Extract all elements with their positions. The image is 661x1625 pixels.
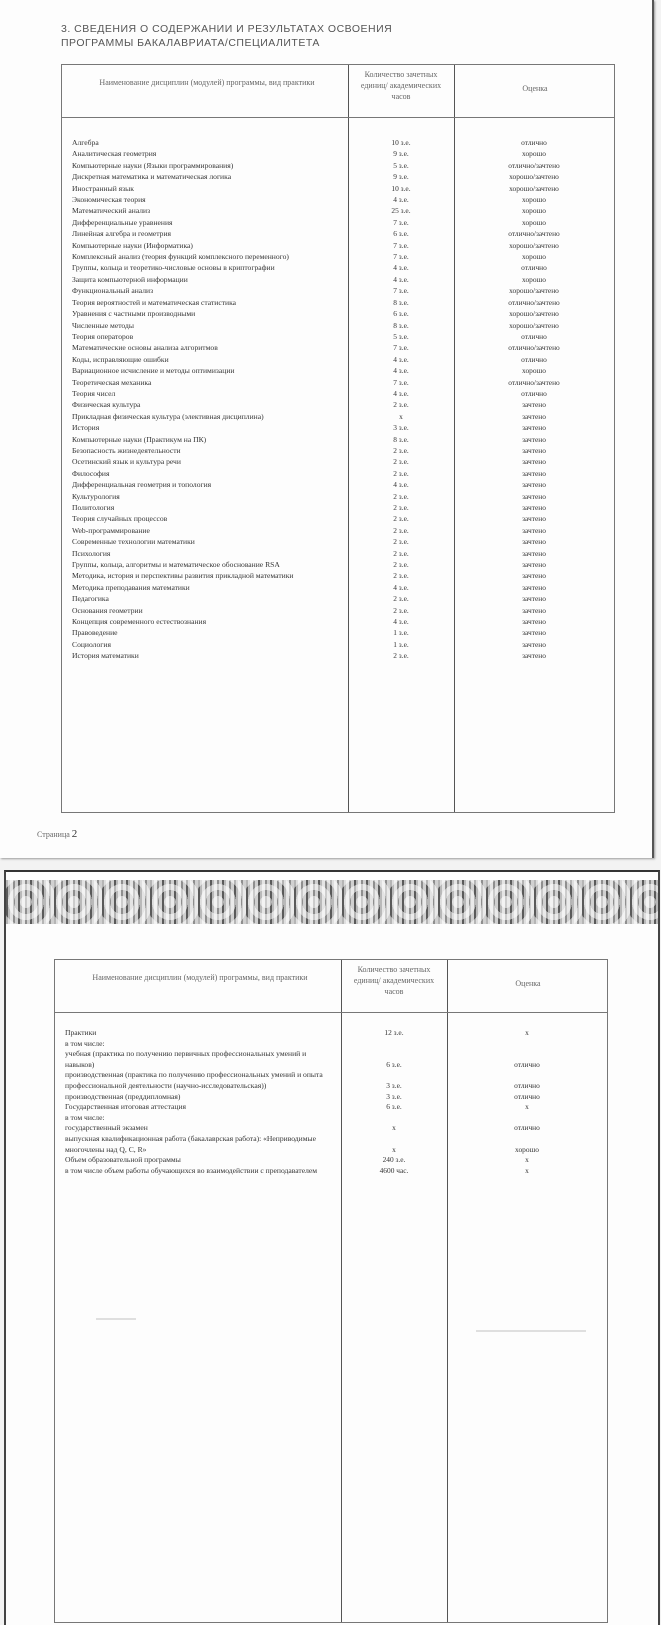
discipline-name: Педагогика <box>72 594 109 604</box>
discipline-name: в том числе объем работы обучающихся во взаимодействии с преподавателем <box>65 1165 318 1175</box>
header-qty: Количество зачетных единиц/ академических часов <box>360 70 442 101</box>
credit-units: 7 з.е. <box>393 252 409 262</box>
table-row <box>62 445 614 456</box>
table-row <box>62 456 614 467</box>
credit-units: 7 з.е. <box>393 343 409 353</box>
grade-value: зачтено <box>522 617 546 627</box>
discipline-name: Теория чисел <box>72 388 116 398</box>
credit-units: 8 з.е. <box>393 297 409 307</box>
discipline-name: Теория вероятностей и математическая статистика <box>72 297 237 307</box>
grade-value: хорошо/зачтено <box>509 309 559 319</box>
table-row <box>62 605 614 616</box>
credit-units: x <box>399 411 403 421</box>
discipline-name: Современные технологии математики <box>72 537 195 547</box>
table-row <box>62 251 614 262</box>
discipline-name: Прикладная физическая культура (элективная дисциплина) <box>72 411 264 421</box>
table-row <box>62 548 614 559</box>
table-row <box>62 525 614 536</box>
grade-value: отлично <box>514 1059 540 1069</box>
table-row <box>62 377 614 388</box>
credit-units: x <box>392 1144 396 1154</box>
grade-value: хорошо/зачтено <box>509 286 559 296</box>
grade-value: отлично <box>521 354 547 364</box>
discipline-name: Защита компьютерной информации <box>72 274 188 284</box>
discipline-name: Культурология <box>72 491 120 501</box>
credit-units: 6 з.е. <box>386 1102 402 1112</box>
discipline-name: Теория операторов <box>72 331 134 341</box>
discipline-name: Дифференциальная геометрия и топология <box>72 480 212 490</box>
discipline-name: Дискретная математика и математическая логика <box>72 172 232 182</box>
table-row <box>55 1070 607 1091</box>
header-name: Наименование дисциплин (модулей) программы, вид практики <box>99 78 315 87</box>
discipline-name: Теоретическая механика <box>72 377 152 387</box>
credit-units: 2 з.е. <box>393 594 409 604</box>
table-row <box>55 1113 607 1124</box>
credit-units: 2 з.е. <box>393 537 409 547</box>
scan-mark <box>96 1318 136 1320</box>
discipline-name: Основания геометрии <box>72 605 143 615</box>
table-row <box>55 1049 607 1070</box>
table-row <box>55 1155 607 1166</box>
table-row <box>62 434 614 445</box>
credit-units: 1 з.е. <box>393 628 409 638</box>
table-row <box>62 240 614 251</box>
grade-value: x <box>525 1165 529 1175</box>
discipline-name: в том числе: <box>65 1038 105 1048</box>
header-divider <box>55 1012 607 1013</box>
discipline-name: Комплексный анализ (теория функций комплексного переменного) <box>72 252 289 262</box>
credit-units: 4 з.е. <box>393 274 409 284</box>
grade-value: зачтено <box>522 445 546 455</box>
table-row <box>62 536 614 547</box>
credit-units: 4 з.е. <box>393 582 409 592</box>
grade-value: отлично <box>514 1123 540 1133</box>
discipline-name: Политология <box>72 503 115 512</box>
header-divider <box>62 117 614 118</box>
credit-units: 2 з.е. <box>393 525 409 535</box>
grade-value: x <box>525 1102 529 1112</box>
discipline-name: Экономическая теория <box>72 195 146 205</box>
table-row <box>62 228 614 239</box>
credit-units: 240 з.е. <box>382 1155 406 1165</box>
table-row <box>55 1092 607 1103</box>
discipline-name: Аналитическая геометрия <box>72 149 157 159</box>
credit-units: 25 з.е. <box>391 206 411 216</box>
table-row <box>62 285 614 296</box>
discipline-name: Уравнения с частными производными <box>72 309 196 319</box>
grade-value: зачтено <box>522 605 546 615</box>
grade-value: отлично <box>521 263 547 273</box>
grade-value: отлично/зачтено <box>508 229 560 239</box>
grade-value: хорошо <box>522 366 546 376</box>
grade-value: зачтено <box>522 411 546 421</box>
table-row <box>55 1102 607 1113</box>
grade-value: хорошо <box>522 274 546 284</box>
table-row <box>62 354 614 365</box>
table-row <box>62 331 614 342</box>
credit-units: 4600 час. <box>379 1165 409 1175</box>
grade-value: отлично <box>514 1080 540 1090</box>
grade-value: отлично/зачтено <box>508 297 560 307</box>
grade-value: зачтено <box>522 468 546 478</box>
table-row <box>62 388 614 399</box>
table-body <box>62 137 614 662</box>
credit-units: x <box>392 1123 396 1133</box>
discipline-name: Вариационное исчисление и методы оптимизации <box>72 366 235 376</box>
discipline-name: производственная (преддипломная) <box>65 1091 181 1101</box>
discipline-name: История математики <box>72 651 139 661</box>
grade-value: зачтено <box>522 400 546 410</box>
table-row <box>62 399 614 410</box>
grade-value: хорошо <box>522 195 546 205</box>
credit-units: 7 з.е. <box>393 217 409 227</box>
grade-value: зачтено <box>522 503 546 512</box>
grade-value: отлично <box>521 388 547 398</box>
section-title-line1: 3. СВЕДЕНИЯ О СОДЕРЖАНИИ И РЕЗУЛЬТАТАХ ОСВОЕНИЯ <box>61 23 393 35</box>
discipline-name: Философия <box>72 468 110 478</box>
grade-value: зачтено <box>522 571 546 581</box>
table-row <box>62 262 614 273</box>
credit-units: 1 з.е. <box>393 639 409 649</box>
page-footer <box>37 828 77 840</box>
section-title-line2: ПРОГРАММЫ БАКАЛАВРИАТА/СПЕЦИАЛИТЕТА <box>61 37 320 49</box>
credit-units: 7 з.е. <box>393 286 409 296</box>
discipline-name: Теория случайных процессов <box>72 514 168 524</box>
credit-units: 5 з.е. <box>393 331 409 341</box>
discipline-name: Социология <box>72 639 111 649</box>
grade-value: хорошо <box>522 217 546 227</box>
header-name: Наименование дисциплин (модулей) программы, вид практики <box>92 973 308 982</box>
discipline-name: Численные методы <box>72 320 134 330</box>
grade-value: зачтено <box>522 582 546 592</box>
grade-value: хорошо/зачтено <box>509 172 559 182</box>
credit-units: 8 з.е. <box>393 320 409 330</box>
grade-value: зачтено <box>522 560 546 570</box>
table-row <box>55 1166 607 1177</box>
table-row <box>62 217 614 228</box>
table-row <box>62 342 614 353</box>
table-row <box>62 160 614 171</box>
table-row <box>62 194 614 205</box>
discipline-name: Математические основы анализа алгоритмов <box>72 343 218 353</box>
table-row <box>62 468 614 479</box>
credit-units: 4 з.е. <box>393 195 409 205</box>
grade-value: зачтено <box>522 491 546 501</box>
discipline-name: Математический анализ <box>72 206 151 216</box>
grade-value: x <box>525 1155 529 1165</box>
grade-value: хорошо <box>515 1144 539 1154</box>
grade-value: отлично/зачтено <box>508 160 560 170</box>
table-row <box>62 502 614 513</box>
footer-label: Страница <box>37 830 70 839</box>
discipline-name: Иностранный язык <box>72 183 134 193</box>
discipline-name: в том числе: <box>65 1112 105 1122</box>
discipline-name: Физическая культура <box>72 400 141 410</box>
credit-units: 2 з.е. <box>393 571 409 581</box>
grade-value: зачтено <box>522 480 546 490</box>
credit-units: 2 з.е. <box>393 605 409 615</box>
credit-units: 2 з.е. <box>393 468 409 478</box>
table-row <box>62 274 614 285</box>
table-row <box>55 1134 607 1155</box>
grade-value: хорошо/зачтено <box>509 320 559 330</box>
discipline-name: Методика преподавания математики <box>72 582 190 592</box>
header-qty: Количество зачетных единиц/ академических часов <box>353 965 435 996</box>
table-row <box>62 639 614 650</box>
grade-value: отлично <box>514 1091 540 1101</box>
credit-units: 3 з.е. <box>386 1091 402 1101</box>
credit-units: 3 з.е. <box>386 1080 402 1090</box>
grade-value: отлично/зачтено <box>508 377 560 387</box>
credit-units: 9 з.е. <box>393 149 409 159</box>
header-grade: Оценка <box>522 84 548 93</box>
discipline-name: Безопасность жизнедеятельности <box>72 445 181 455</box>
credit-units: 4 з.е. <box>393 354 409 364</box>
discipline-name: Функциональный анализ <box>72 286 154 296</box>
credit-units: 12 з.е. <box>384 1028 404 1037</box>
credit-units: 10 з.е. <box>391 183 411 193</box>
credit-units: 6 з.е. <box>386 1059 402 1069</box>
discipline-name: Линейная алгебра и геометрия <box>72 229 172 239</box>
table-row <box>62 171 614 182</box>
discipline-name: государственный экзамен <box>65 1123 148 1133</box>
grade-value: зачтено <box>522 434 546 444</box>
header-grade: Оценка <box>515 979 541 988</box>
page-number: 2 <box>71 828 78 840</box>
table-row <box>55 1028 607 1039</box>
grade-value: хорошо <box>522 206 546 216</box>
table-row <box>62 205 614 216</box>
table-row <box>62 137 614 148</box>
discipline-name: Дифференциальные уравнения <box>72 217 173 227</box>
discipline-name: Осетинский язык и культура речи <box>72 457 181 467</box>
credit-units: 8 з.е. <box>393 434 409 444</box>
credit-units: 7 з.е. <box>393 377 409 387</box>
grade-value: зачтено <box>522 594 546 604</box>
table-row <box>62 627 614 638</box>
grade-value: отлично/зачтено <box>508 343 560 353</box>
discipline-name: Группы, кольца, алгоритмы и математическое обоснование RSA <box>72 560 280 570</box>
credit-units: 4 з.е. <box>393 480 409 490</box>
table-row <box>55 1039 607 1050</box>
table-row <box>62 559 614 570</box>
practices-table <box>54 959 608 1623</box>
discipline-name: Компьютерные науки (Информатика) <box>72 240 193 250</box>
grade-value: зачтено <box>522 537 546 547</box>
table-row <box>62 320 614 331</box>
discipline-name: учебная (практика по получению первичных профессиональных умений и навыков) <box>65 1049 307 1069</box>
credit-units: 7 з.е. <box>393 240 409 250</box>
section-title <box>61 22 392 50</box>
grade-value: отлично <box>521 138 547 147</box>
table-row <box>62 593 614 604</box>
discipline-name: Компьютерные науки (Практикум на ПК) <box>72 434 207 444</box>
discipline-name: Практики <box>65 1028 97 1037</box>
credit-units: 5 з.е. <box>393 160 409 170</box>
table-row <box>62 582 614 593</box>
table-row <box>62 411 614 422</box>
grade-value: зачтено <box>522 514 546 524</box>
grades-table <box>61 64 615 813</box>
grade-value: зачтено <box>522 548 546 558</box>
credit-units: 2 з.е. <box>393 548 409 558</box>
credit-units: 4 з.е. <box>393 263 409 273</box>
grade-value: зачтено <box>522 457 546 467</box>
discipline-name: История <box>72 423 100 433</box>
discipline-name: Компьютерные науки (Языки программирования) <box>72 160 234 170</box>
table-row <box>62 422 614 433</box>
ornamental-border <box>6 880 658 924</box>
discipline-name: Концепция современного естествознания <box>72 617 207 627</box>
discipline-name: Алгебра <box>72 138 99 147</box>
table-row <box>62 650 614 661</box>
grade-value: зачтено <box>522 639 546 649</box>
diploma-page-3 <box>4 870 660 1625</box>
grade-value: зачтено <box>522 423 546 433</box>
table-row <box>62 308 614 319</box>
credit-units: 10 з.е. <box>391 138 411 147</box>
credit-units: 4 з.е. <box>393 617 409 627</box>
discipline-name: Психология <box>72 548 111 558</box>
discipline-name: Web-программирование <box>72 525 150 535</box>
grade-value: хорошо/зачтено <box>509 240 559 250</box>
credit-units: 2 з.е. <box>393 491 409 501</box>
discipline-name: выпускная квалификационная работа (бакалаврская работа): «Неприводимые многочлены над Q, C, R» <box>65 1133 317 1154</box>
table-row <box>62 183 614 194</box>
credit-units: 6 з.е. <box>393 309 409 319</box>
credit-units: 9 з.е. <box>393 172 409 182</box>
credit-units: 6 з.е. <box>393 229 409 239</box>
grade-value: x <box>525 1028 529 1037</box>
discipline-name: производственная (практика по получению профессиональных умений и опыта профессиональной деятельности (научно-исследовательская)) <box>65 1070 323 1090</box>
discipline-name: Коды, исправляющие ошибки <box>72 354 169 364</box>
credit-units: 4 з.е. <box>393 388 409 398</box>
table-row <box>62 616 614 627</box>
credit-units: 4 з.е. <box>393 366 409 376</box>
credit-units: 2 з.е. <box>393 651 409 661</box>
table-row <box>62 491 614 502</box>
grade-value: отлично <box>521 331 547 341</box>
table-row <box>62 513 614 524</box>
grade-value: хорошо/зачтено <box>509 183 559 193</box>
table-row <box>62 148 614 159</box>
discipline-name: Правоведение <box>72 628 118 638</box>
table-row <box>62 479 614 490</box>
credit-units: 2 з.е. <box>393 400 409 410</box>
scan-mark <box>476 1330 586 1332</box>
grade-value: хорошо <box>522 149 546 159</box>
credit-units: 2 з.е. <box>393 457 409 467</box>
grade-value: зачтено <box>522 525 546 535</box>
table-row <box>62 297 614 308</box>
table-body <box>55 1028 607 1176</box>
credit-units: 2 з.е. <box>393 503 409 512</box>
grade-value: хорошо <box>522 252 546 262</box>
table-row <box>62 570 614 581</box>
table-row <box>55 1123 607 1134</box>
discipline-name: Методика, история и перспективы развития прикладной математики <box>72 571 294 581</box>
discipline-name: Объем образовательной программы <box>65 1155 181 1165</box>
credit-units: 2 з.е. <box>393 560 409 570</box>
credit-units: 3 з.е. <box>393 423 409 433</box>
discipline-name: Государственная итоговая аттестация <box>65 1102 187 1112</box>
grade-value: зачтено <box>522 651 546 661</box>
grade-value: зачтено <box>522 628 546 638</box>
discipline-name: Группы, кольца и теоретико-числовые основы в криптографии <box>72 263 275 273</box>
credit-units: 2 з.е. <box>393 514 409 524</box>
table-row <box>62 365 614 376</box>
credit-units: 2 з.е. <box>393 445 409 455</box>
